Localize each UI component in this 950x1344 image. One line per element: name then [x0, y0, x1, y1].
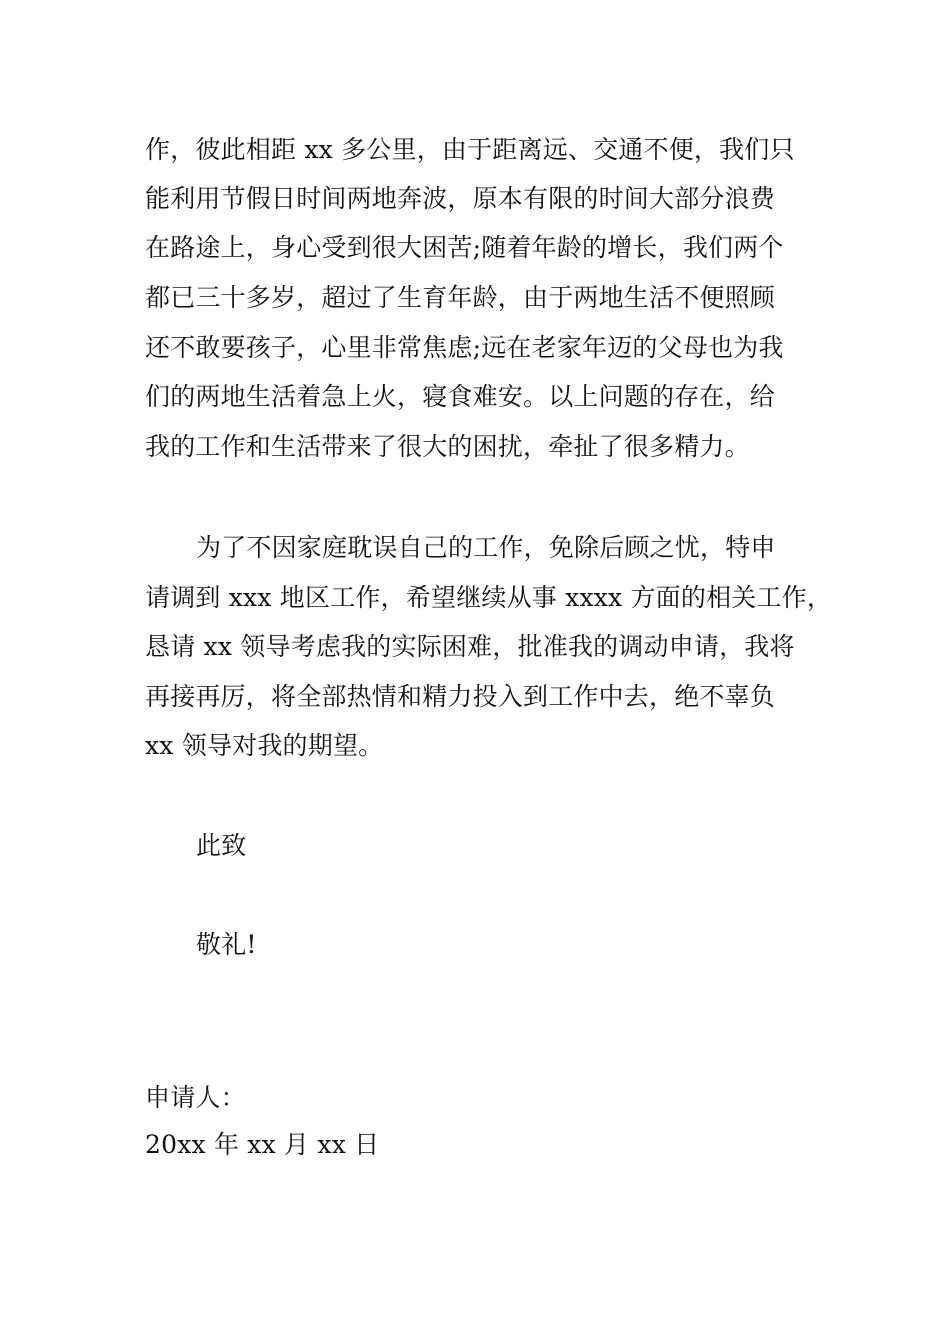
- paragraph-1-line-4: 都已三十多岁，超过了生育年龄，由于两地生活不便照顾: [145, 283, 776, 312]
- paragraph-1-line-1: 作，彼此相距 xx 多公里，由于距离远、交通不便，我们只: [145, 135, 795, 164]
- closing-regards: 敬礼!: [196, 930, 257, 959]
- application-date: 20xx 年 xx 月 xx 日: [145, 1130, 380, 1159]
- paragraph-1-line-3: 在路途上，身心受到很大困苦;随着年龄的增长，我们两个: [145, 233, 784, 262]
- paragraph-1-line-7: 我的工作和生活带来了很大的困扰，牵扯了很多精力。: [145, 432, 750, 461]
- applicant-label: 申请人：: [145, 1083, 246, 1112]
- paragraph-1-line-6: 们的两地生活着急上火，寝食难安。以上问题的存在，给: [145, 382, 776, 411]
- closing-salutation: 此致: [196, 831, 247, 860]
- paragraph-2-line-2: 请调到 xxx 地区工作，希望继续从事 xxxx 方面的相关工作，: [145, 583, 833, 612]
- paragraph-2-line-5: xx 领导对我的期望。: [145, 731, 384, 760]
- paragraph-2-line-3: 恳请 xx 领导考虑我的实际困难，批准我的调动申请，我将: [145, 632, 795, 661]
- paragraph-1-line-2: 能利用节假日时间两地奔波，原本有限的时间大部分浪费: [145, 184, 776, 213]
- paragraph-2-line-1: 为了不因家庭耽误自己的工作，免除后顾之忧，特申: [196, 533, 776, 562]
- paragraph-2-line-4: 再接再厉，将全部热情和精力投入到工作中去，绝不辜负: [145, 682, 776, 711]
- paragraph-1-line-5: 还不敢要孩子，心里非常焦虑;远在老家年迈的父母也为我: [145, 333, 784, 362]
